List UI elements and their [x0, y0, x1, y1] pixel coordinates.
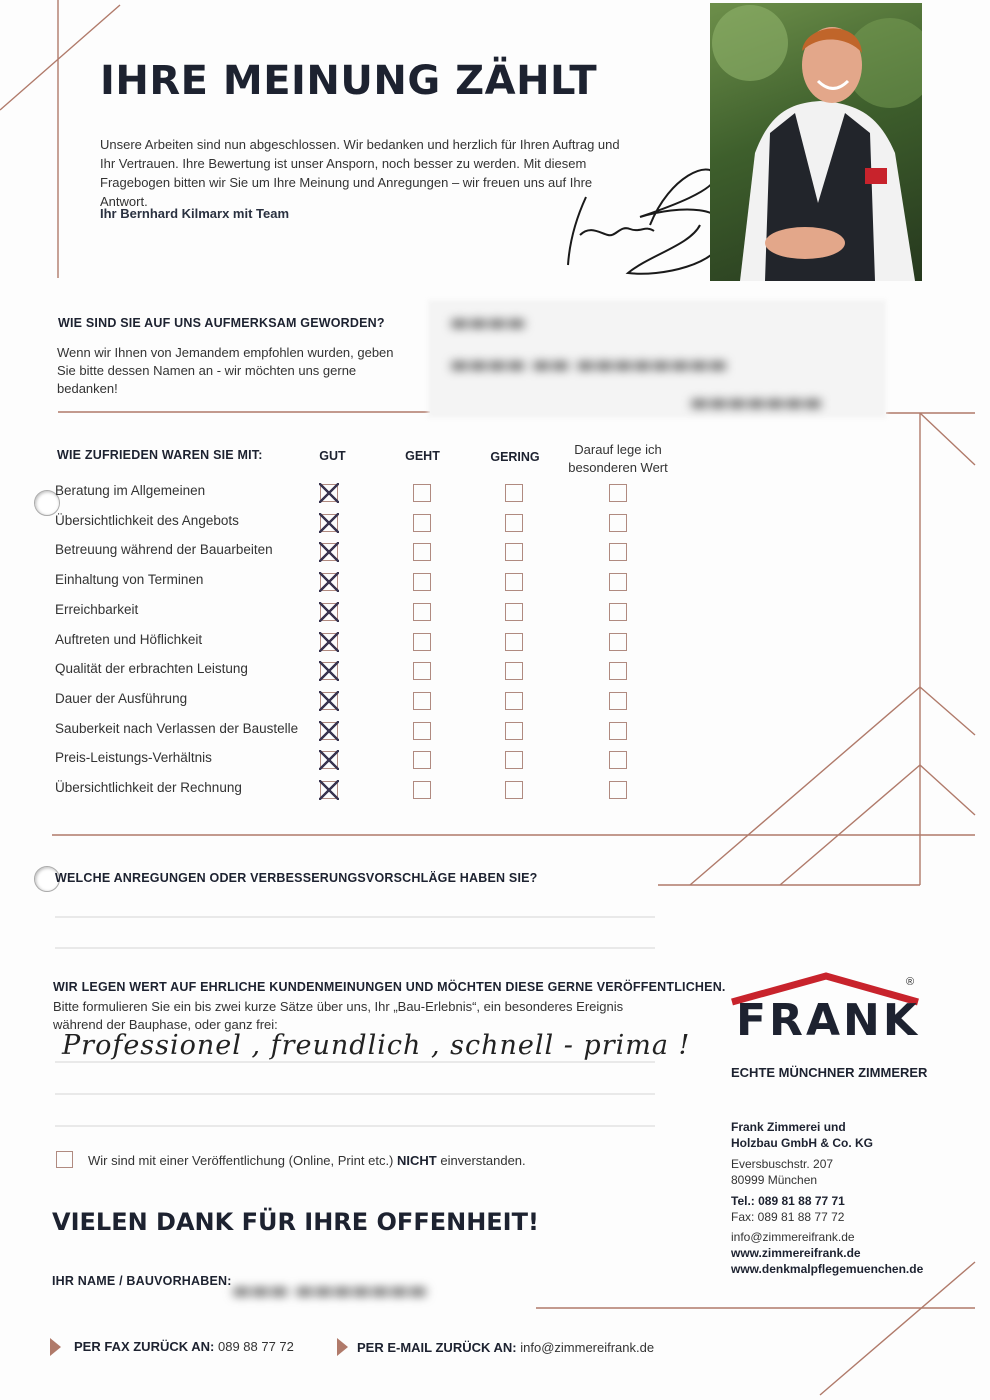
row-label: Übersichtlichkeit des Angebots	[55, 512, 239, 528]
logo-tagline: ECHTE MÜNCHNER ZIMMERER	[731, 1065, 928, 1080]
checkbox-gering[interactable]	[505, 633, 523, 651]
optout-suffix: einverstanden.	[440, 1153, 526, 1168]
checkbox-gut[interactable]	[320, 633, 338, 651]
checkbox-geht[interactable]	[413, 484, 431, 502]
referral-answer-blur: ▬▬▬▬	[450, 310, 526, 334]
email-label: PER E-MAIL ZURÜCK AN:	[357, 1340, 517, 1355]
checkbox-gut[interactable]	[320, 603, 338, 621]
email-value: info@zimmereifrank.de	[520, 1340, 655, 1355]
name-label: IHR NAME / BAUVORHABEN:	[52, 1274, 232, 1288]
checkbox-gut[interactable]	[320, 751, 338, 769]
email-line	[357, 1340, 654, 1355]
checkbox-wert[interactable]	[609, 633, 627, 651]
checkbox-geht[interactable]	[413, 573, 431, 591]
checkbox-wert[interactable]	[609, 603, 627, 621]
thanks-heading: VIELEN DANK FÜR IHRE OFFENHEIT!	[52, 1208, 539, 1236]
checkbox-gering[interactable]	[505, 662, 523, 680]
checkbox-gering[interactable]	[505, 484, 523, 502]
checkbox-gut[interactable]	[320, 543, 338, 561]
checkbox-gering[interactable]	[505, 751, 523, 769]
fax-arrow-icon	[50, 1338, 61, 1356]
checkbox-gering[interactable]	[505, 722, 523, 740]
checkbox-gering[interactable]	[505, 781, 523, 799]
company-fax: Fax: 089 81 88 77 72	[731, 1210, 845, 1224]
checkbox-gut[interactable]	[320, 484, 338, 502]
company-web-2[interactable]: www.denkmalpflegemuenchen.de	[731, 1262, 924, 1276]
company-street: Eversbuschstr. 207	[731, 1157, 834, 1171]
checkbox-wert[interactable]	[609, 573, 627, 591]
email-arrow-icon	[337, 1338, 348, 1356]
row-label: Preis-Leistungs-Verhältnis	[55, 750, 212, 766]
checkbox-gut[interactable]	[320, 692, 338, 710]
publication-text: Bitte formulieren Sie ein bis zwei kurze Sätze über uns, Ihr „Bau-Erlebnis“, ein besonderes Ereignis während der Bauphase, oder ganz frei:	[53, 999, 624, 1032]
checkbox-geht[interactable]	[413, 662, 431, 680]
publication-heading: WIR LEGEN WERT AUF EHRLICHE KUNDENMEINUNGEN UND MÖCHTEN DIESE GERNE VERÖFFENTLICHEN.	[53, 980, 726, 994]
referral-answer-blur-2: ▬▬▬▬ ▬▬ ▬▬▬▬▬▬▬▬	[450, 352, 728, 376]
signature	[550, 155, 730, 280]
optout-text	[88, 1153, 526, 1168]
checkbox-gering[interactable]	[505, 514, 523, 532]
referral-answer-blur-3: ▬▬▬▬▬▬▬	[690, 390, 823, 414]
row-label: Erreichbarkeit	[55, 601, 139, 617]
checkbox-wert[interactable]	[609, 484, 627, 502]
checkbox-gut[interactable]	[320, 781, 338, 799]
optout-bold: NICHT	[397, 1153, 437, 1168]
checkbox-wert[interactable]	[609, 692, 627, 710]
row-label: Einhaltung von Terminen	[55, 572, 204, 588]
company-name-1: Frank Zimmerei und	[731, 1120, 846, 1134]
checkbox-geht[interactable]	[413, 722, 431, 740]
col-header-geht: GEHT	[405, 449, 440, 463]
checkbox-wert[interactable]	[609, 514, 627, 532]
checkbox-geht[interactable]	[413, 692, 431, 710]
checkbox-geht[interactable]	[413, 781, 431, 799]
checkbox-wert[interactable]	[609, 781, 627, 799]
fax-line	[74, 1339, 294, 1354]
row-label: Betreuung während der Bauarbeiten	[55, 542, 273, 558]
optout-prefix: Wir sind mit einer Veröffentlichung (Online, Print etc.)	[88, 1153, 394, 1168]
checkbox-geht[interactable]	[413, 603, 431, 621]
checkbox-gut[interactable]	[320, 573, 338, 591]
satisfaction-heading: WIE ZUFRIEDEN WAREN SIE MIT:	[57, 448, 263, 462]
checkbox-wert[interactable]	[609, 543, 627, 561]
checkbox-wert[interactable]	[609, 662, 627, 680]
checkbox-geht[interactable]	[413, 543, 431, 561]
intro-text: Unsere Arbeiten sind nun abgeschlossen. Wir bedanken und herzlich für Ihren Auftrag und Ihr Vertrauen. Ihre Bewertung ist unser Ansporn, noch besser zu werden. Mit diesem Fragebogen bitten wir Sie um Ihre Meinung und Anregungen – wir freuen uns auf Ihre Antwort.	[100, 137, 620, 209]
checkbox-geht[interactable]	[413, 751, 431, 769]
row-label: Dauer der Ausführung	[55, 690, 188, 706]
fax-value: 089 88 77 72	[217, 1339, 294, 1354]
optout-checkbox[interactable]	[56, 1151, 73, 1168]
col-header-gut: GUT	[319, 449, 346, 463]
referral-heading: WIE SIND SIE AUF UNS AUFMERKSAM GEWORDEN?	[58, 316, 385, 330]
company-city: 80999 München	[731, 1173, 818, 1187]
company-email[interactable]: info@zimmereifrank.de	[731, 1230, 855, 1244]
handwritten-answer: Professionel , freundlich , schnell - prima !	[62, 1030, 691, 1061]
fax-label: PER FAX ZURÜCK AN:	[74, 1339, 215, 1354]
company-tel: Tel.: 089 81 88 77 71	[731, 1194, 845, 1208]
row-label: Sauberkeit nach Verlassen der Baustelle	[55, 720, 299, 736]
row-label: Übersichtlichkeit der Rechnung	[55, 780, 242, 795]
checkbox-gut[interactable]	[320, 662, 338, 680]
col-header-gering: GERING	[490, 450, 540, 464]
checkbox-gering[interactable]	[505, 543, 523, 561]
checkbox-gering[interactable]	[505, 573, 523, 591]
company-web-1[interactable]: www.zimmereifrank.de	[731, 1246, 861, 1260]
portrait-photo	[710, 3, 922, 281]
row-label: Qualität der erbrachten Leistung	[55, 661, 248, 677]
row-label: Beratung im Allgemeinen	[55, 483, 206, 498]
checkbox-gering[interactable]	[505, 692, 523, 710]
logo-text: FRANK	[736, 995, 920, 1046]
name-answer-redacted: ▬▬▬ ▬▬▬▬▬▬▬	[232, 1278, 428, 1302]
col-header-wert: Darauf lege ich besonderen Wert	[568, 442, 668, 475]
checkbox-geht[interactable]	[413, 633, 431, 651]
checkbox-gut[interactable]	[320, 722, 338, 740]
company-name-2: Holzbau GmbH & Co. KG	[731, 1136, 873, 1150]
suggestions-heading: WELCHE ANREGUNGEN ODER VERBESSERUNGSVORSCHLÄGE HABEN SIE?	[55, 871, 538, 885]
checkbox-gering[interactable]	[505, 603, 523, 621]
checkbox-geht[interactable]	[413, 514, 431, 532]
page-title: IHRE MEINUNG ZÄHLT	[100, 58, 598, 104]
referral-text: Wenn wir Ihnen von Jemandem empfohlen wurden, geben Sie bitte dessen Namen an - wir möchten uns gerne bedanken!	[57, 345, 394, 396]
signoff: Ihr Bernhard Kilmarx mit Team	[100, 206, 290, 221]
checkbox-gut[interactable]	[320, 514, 338, 532]
checkbox-wert[interactable]	[609, 722, 627, 740]
row-label: Auftreten und Höflichkeit	[55, 631, 203, 647]
registered-mark: ®	[906, 976, 915, 988]
checkbox-wert[interactable]	[609, 751, 627, 769]
